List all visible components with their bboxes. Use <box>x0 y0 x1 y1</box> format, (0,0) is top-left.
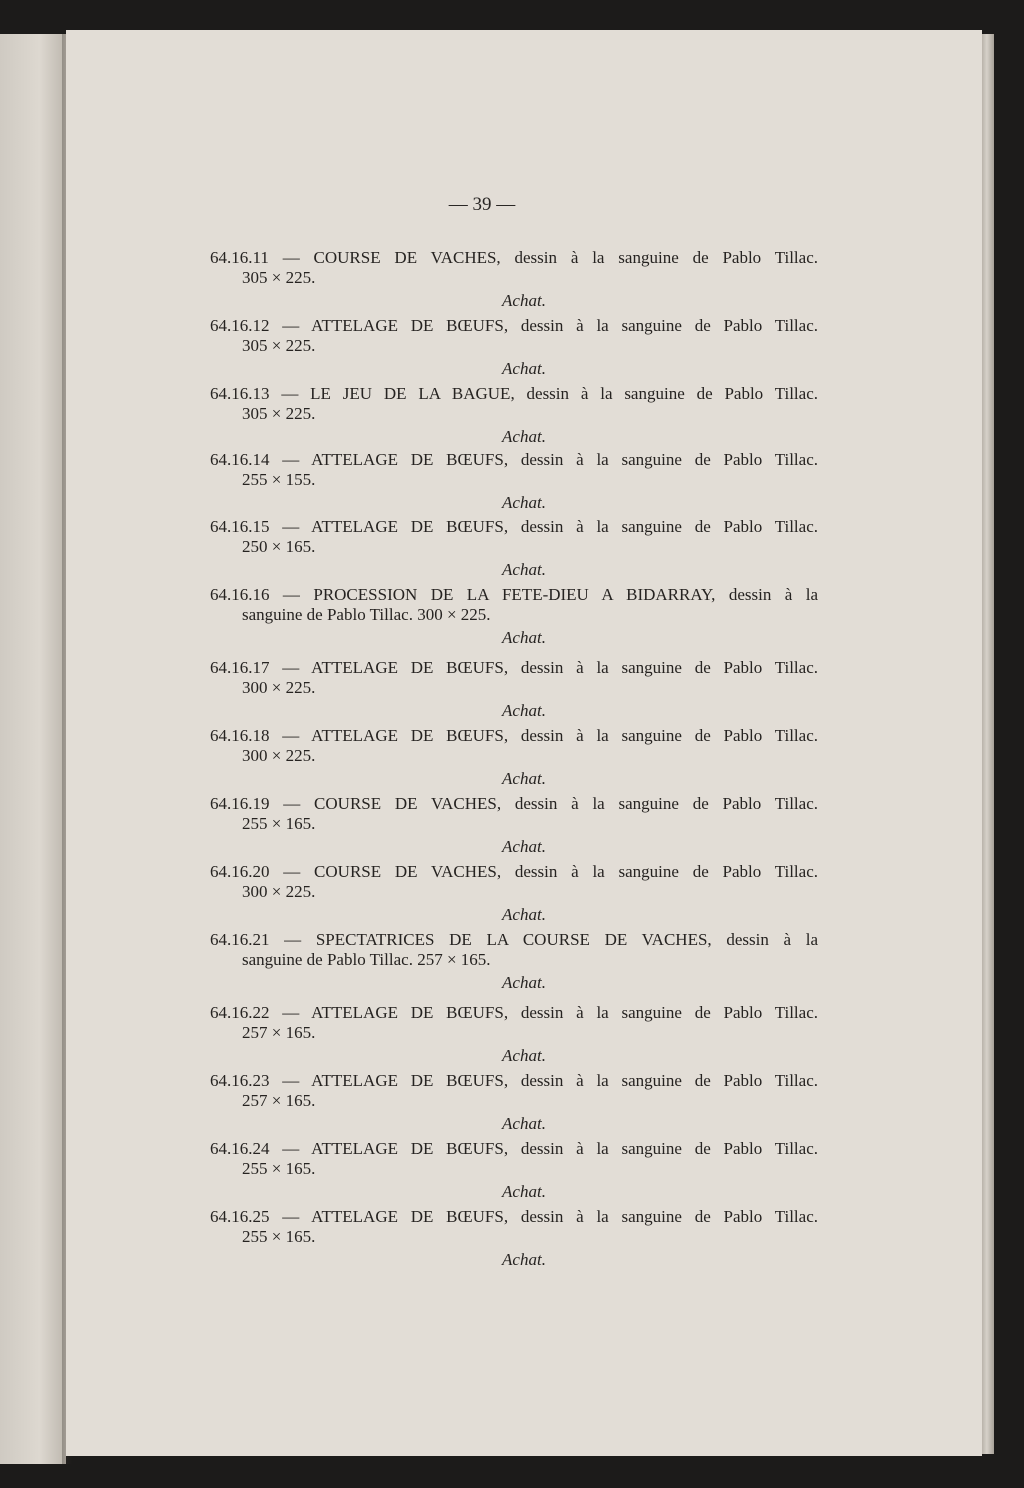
catalogue-entry <box>210 450 818 513</box>
entry-dimensions: 305 × 225. <box>242 268 316 287</box>
catalogue-entry <box>210 585 818 648</box>
entry-acquisition: Achat. <box>502 1250 546 1269</box>
catalogue-entry <box>210 248 818 311</box>
entry-acquisition: Achat. <box>502 1046 546 1065</box>
entry-dimensions: 255 × 155. <box>242 470 316 489</box>
entry-dimensions: 257 × 165. <box>242 1091 316 1110</box>
entry-title-line: 64.16.12 — ATTELAGE DE BŒUFS, dessin à la sanguine de Pablo Tillac. <box>210 316 818 335</box>
entry-acquisition: Achat. <box>502 560 546 579</box>
entry-dimensions: 255 × 165. <box>242 814 316 833</box>
entry-acquisition: Achat. <box>502 291 546 310</box>
entry-title-line: 64.16.13 — LE JEU DE LA BAGUE, dessin à la sanguine de Pablo Tillac. <box>210 384 818 403</box>
entry-acquisition: Achat. <box>502 427 546 446</box>
catalogue-entry <box>210 1003 818 1066</box>
entry-dimensions: 305 × 225. <box>242 404 316 423</box>
catalogue-entry <box>210 316 818 379</box>
entry-acquisition: Achat. <box>502 769 546 788</box>
entry-title-line: 64.16.14 — ATTELAGE DE BŒUFS, dessin à la sanguine de Pablo Tillac. <box>210 450 818 469</box>
entry-acquisition: Achat. <box>502 1114 546 1133</box>
entry-title-line: 64.16.16 — PROCESSION DE LA FETE-DIEU A BIDARRAY, dessin à la <box>210 585 818 604</box>
catalogue-entry <box>210 930 818 993</box>
catalogue-entry <box>210 384 818 447</box>
catalogue-entry <box>210 794 818 857</box>
entry-dimensions: 300 × 225. <box>242 678 316 697</box>
entry-title-line: 64.16.24 — ATTELAGE DE BŒUFS, dessin à la sanguine de Pablo Tillac. <box>210 1139 818 1158</box>
entry-title-line: 64.16.21 — SPECTATRICES DE LA COURSE DE VACHES, dessin à la <box>210 930 818 949</box>
entry-acquisition: Achat. <box>502 701 546 720</box>
catalogue-entry <box>210 726 818 789</box>
entry-acquisition: Achat. <box>502 628 546 647</box>
catalogue-entry <box>210 1207 818 1270</box>
entry-title-line: 64.16.19 — COURSE DE VACHES, dessin à la sanguine de Pablo Tillac. <box>210 794 818 813</box>
entry-dimensions: 305 × 225. <box>242 336 316 355</box>
entry-title-line: 64.16.18 — ATTELAGE DE BŒUFS, dessin à la sanguine de Pablo Tillac. <box>210 726 818 745</box>
entry-dimensions: 300 × 225. <box>242 746 316 765</box>
entry-dimensions: 300 × 225. <box>242 882 316 901</box>
catalogue-entry <box>210 517 818 580</box>
entry-acquisition: Achat. <box>502 837 546 856</box>
entry-dimensions: 250 × 165. <box>242 537 316 556</box>
entry-title-line: 64.16.22 — ATTELAGE DE BŒUFS, dessin à la sanguine de Pablo Tillac. <box>210 1003 818 1022</box>
entry-acquisition: Achat. <box>502 359 546 378</box>
catalogue-entry <box>210 862 818 925</box>
entry-title-line: 64.16.23 — ATTELAGE DE BŒUFS, dessin à la sanguine de Pablo Tillac. <box>210 1071 818 1090</box>
entry-title-line: 64.16.25 — ATTELAGE DE BŒUFS, dessin à la sanguine de Pablo Tillac. <box>210 1207 818 1226</box>
entry-dimensions: 255 × 165. <box>242 1159 316 1178</box>
catalogue-entry <box>210 658 818 721</box>
entry-acquisition: Achat. <box>502 493 546 512</box>
page-number: — 39 — <box>448 194 516 215</box>
entry-title-line: 64.16.17 — ATTELAGE DE BŒUFS, dessin à la sanguine de Pablo Tillac. <box>210 658 818 677</box>
entry-acquisition: Achat. <box>502 973 546 992</box>
catalogue-entry <box>210 1071 818 1134</box>
entry-title-line: 64.16.11 — COURSE DE VACHES, dessin à la sanguine de Pablo Tillac. <box>210 248 818 267</box>
entry-dimensions: 255 × 165. <box>242 1227 316 1246</box>
entry-dimensions: sanguine de Pablo Tillac. 300 × 225. <box>242 605 491 624</box>
entry-title-line: 64.16.15 — ATTELAGE DE BŒUFS, dessin à la sanguine de Pablo Tillac. <box>210 517 818 536</box>
entry-dimensions: sanguine de Pablo Tillac. 257 × 165. <box>242 950 491 969</box>
entry-title-line: 64.16.20 — COURSE DE VACHES, dessin à la sanguine de Pablo Tillac. <box>210 862 818 881</box>
entry-dimensions: 257 × 165. <box>242 1023 316 1042</box>
entry-acquisition: Achat. <box>502 1182 546 1201</box>
entry-acquisition: Achat. <box>502 905 546 924</box>
catalogue-entry <box>210 1139 818 1202</box>
